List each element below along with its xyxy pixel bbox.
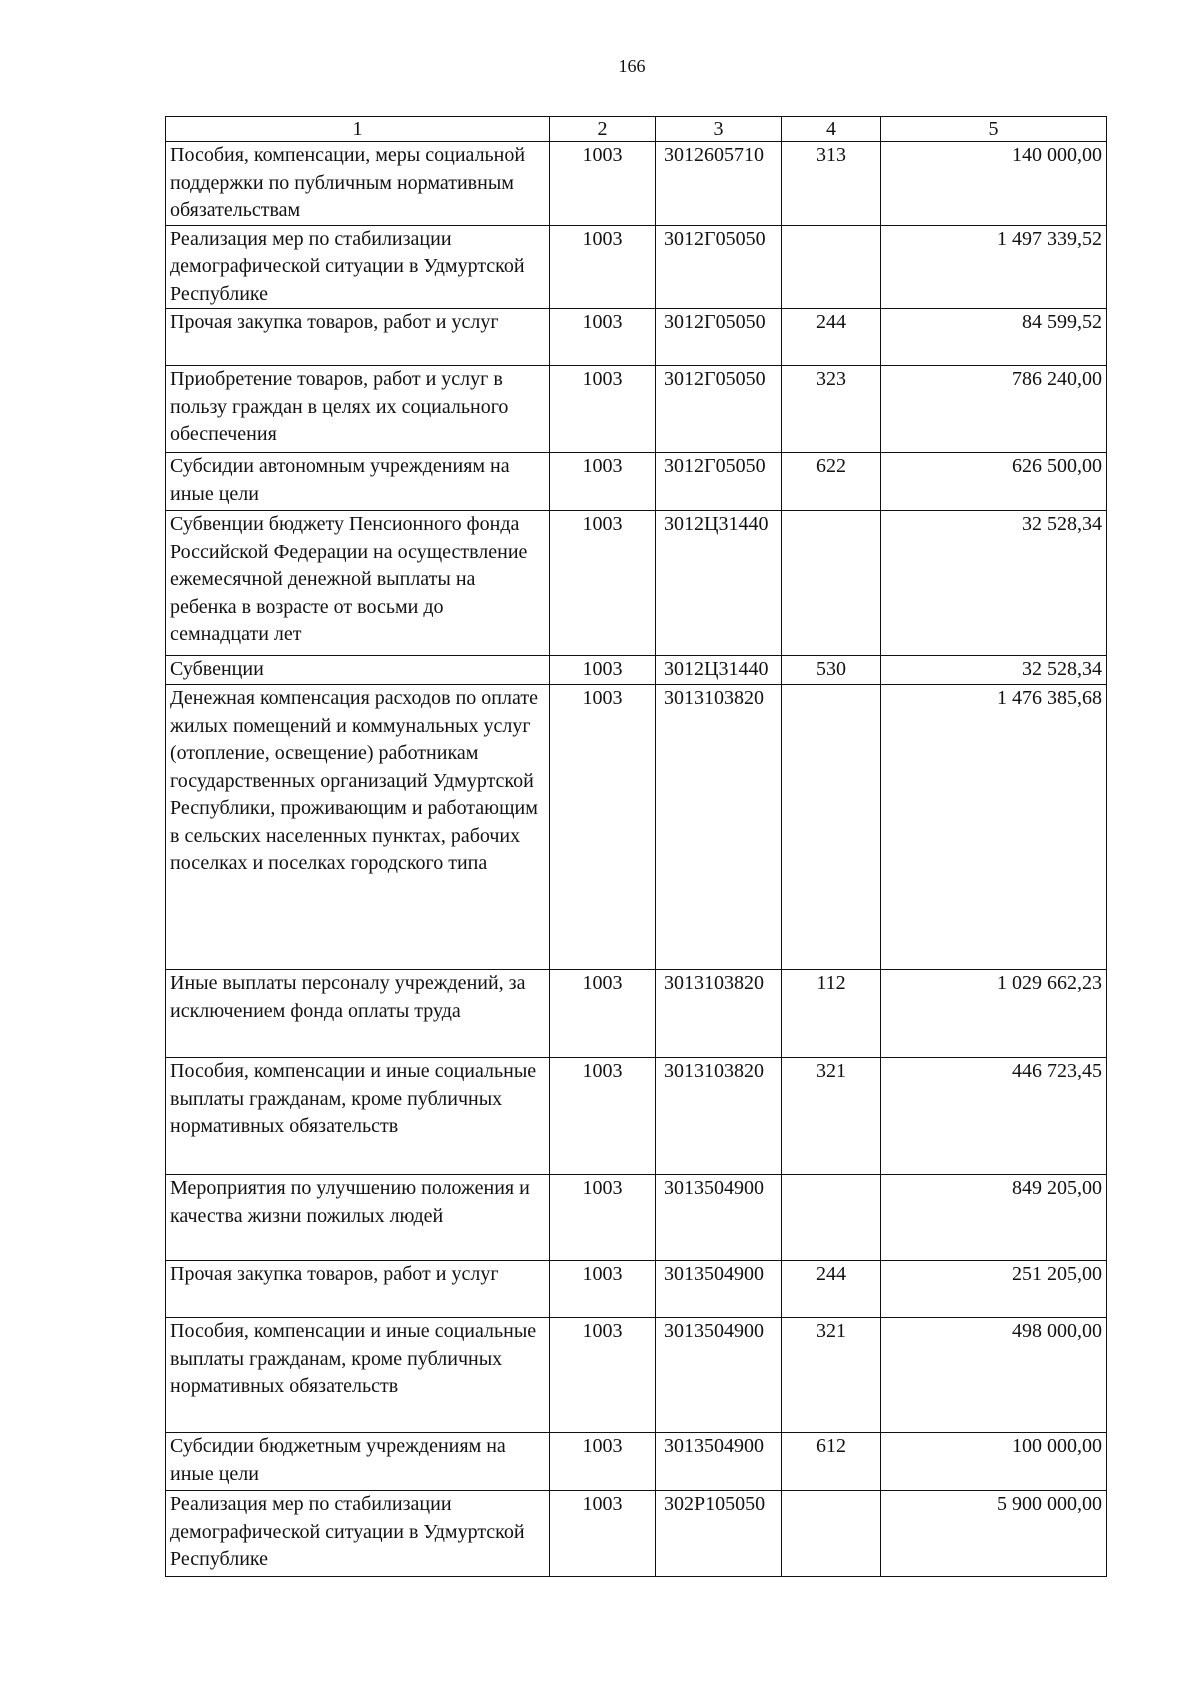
header-cell: 3	[656, 117, 782, 142]
row-name: Субсидии бюджетным учреждениям на иные цели	[166, 1433, 550, 1491]
row-code: 3012Г05050	[656, 309, 782, 366]
table-row	[166, 685, 1107, 970]
row-amount: 1 497 339,52	[881, 225, 1107, 309]
header-cell: 1	[166, 117, 550, 142]
table-row	[166, 366, 1107, 453]
row-section: 1003	[550, 142, 656, 226]
row-type: 612	[782, 1433, 881, 1491]
row-type: 622	[782, 453, 881, 511]
table-row	[166, 453, 1107, 511]
row-amount: 786 240,00	[881, 366, 1107, 453]
row-amount: 100 000,00	[881, 1433, 1107, 1491]
row-amount: 849 205,00	[881, 1175, 1107, 1261]
table-row	[166, 1261, 1107, 1318]
row-code: 3013103820	[656, 685, 782, 970]
row-name: Мероприятия по улучшению положения и качества жизни пожилых людей	[166, 1175, 550, 1261]
row-type	[782, 685, 881, 970]
row-type: 323	[782, 366, 881, 453]
row-type: 321	[782, 1058, 881, 1175]
row-section: 1003	[550, 1175, 656, 1261]
row-code: 3012Г05050	[656, 453, 782, 511]
row-code: 3012Г05050	[656, 366, 782, 453]
row-type	[782, 1491, 881, 1577]
row-code: 3013504900	[656, 1261, 782, 1318]
row-section: 1003	[550, 366, 656, 453]
header-cell: 2	[550, 117, 656, 142]
table-row	[166, 1175, 1107, 1261]
row-type: 313	[782, 142, 881, 226]
row-amount: 626 500,00	[881, 453, 1107, 511]
row-amount: 84 599,52	[881, 309, 1107, 366]
page-number: 166	[618, 56, 646, 76]
row-section: 1003	[550, 453, 656, 511]
row-amount: 1 476 385,68	[881, 685, 1107, 970]
row-name: Прочая закупка товаров, работ и услуг	[166, 309, 550, 366]
table-row	[166, 309, 1107, 366]
row-code: 3013504900	[656, 1318, 782, 1433]
row-section: 1003	[550, 1433, 656, 1491]
row-section: 1003	[550, 309, 656, 366]
row-amount: 5 900 000,00	[881, 1491, 1107, 1577]
row-section: 1003	[550, 1261, 656, 1318]
table-row	[166, 1058, 1107, 1175]
table-row	[166, 1318, 1107, 1433]
row-name: Субсидии автономным учреждениям на иные цели	[166, 453, 550, 511]
row-type: 321	[782, 1318, 881, 1433]
row-type	[782, 1175, 881, 1261]
row-type	[782, 511, 881, 656]
row-name: Денежная компенсация расходов по оплате жилых помещений и коммунальных услуг (отопление, освещение) работникам государственных организаций Удмуртской Республики, проживающим и работающим в сельских населенных пунктах, рабочих поселках и поселках городского типа	[166, 685, 550, 970]
row-code: 3012Г05050	[656, 225, 782, 309]
table-header-row	[166, 117, 1107, 142]
row-amount: 251 205,00	[881, 1261, 1107, 1318]
table-row	[166, 225, 1107, 309]
row-section: 1003	[550, 225, 656, 309]
row-name: Пособия, компенсации и иные социальные выплаты гражданам, кроме публичных нормативных обязательств	[166, 1318, 550, 1433]
row-type	[782, 225, 881, 309]
row-name: Пособия, компенсации, меры социальной поддержки по публичным нормативным обязательствам	[166, 142, 550, 226]
row-type: 244	[782, 309, 881, 366]
row-section: 1003	[550, 970, 656, 1058]
row-code: 3013504900	[656, 1175, 782, 1261]
table-row	[166, 511, 1107, 656]
row-code: 302Р105050	[656, 1491, 782, 1577]
row-type: 244	[782, 1261, 881, 1318]
row-code: 3012Ц31440	[656, 511, 782, 656]
row-type: 530	[782, 656, 881, 685]
table-row	[166, 1433, 1107, 1491]
row-name: Иные выплаты персоналу учреждений, за исключением фонда оплаты труда	[166, 970, 550, 1058]
row-name: Субвенции	[166, 656, 550, 685]
row-amount: 32 528,34	[881, 656, 1107, 685]
row-name: Пособия, компенсации и иные социальные выплаты гражданам, кроме публичных нормативных обязательств	[166, 1058, 550, 1175]
row-section: 1003	[550, 511, 656, 656]
row-amount: 498 000,00	[881, 1318, 1107, 1433]
row-code: 3012Ц31440	[656, 656, 782, 685]
row-amount: 140 000,00	[881, 142, 1107, 226]
row-name: Приобретение товаров, работ и услуг в пользу граждан в целях их социального обеспечения	[166, 366, 550, 453]
table-row	[166, 656, 1107, 685]
table-row	[166, 142, 1107, 226]
row-amount: 1 029 662,23	[881, 970, 1107, 1058]
row-name: Реализация мер по стабилизации демографической ситуации в Удмуртской Республике	[166, 1491, 550, 1577]
row-type: 112	[782, 970, 881, 1058]
row-amount: 446 723,45	[881, 1058, 1107, 1175]
row-section: 1003	[550, 1058, 656, 1175]
header-cell: 5	[881, 117, 1107, 142]
row-section: 1003	[550, 1318, 656, 1433]
row-amount: 32 528,34	[881, 511, 1107, 656]
row-code: 3013103820	[656, 1058, 782, 1175]
row-section: 1003	[550, 656, 656, 685]
row-name: Субвенции бюджету Пенсионного фонда Российской Федерации на осуществление ежемесячной денежной выплаты на ребенка в возрасте от восьми до семнадцати лет	[166, 511, 550, 656]
table-row	[166, 970, 1107, 1058]
row-code: 3013103820	[656, 970, 782, 1058]
row-name: Прочая закупка товаров, работ и услуг	[166, 1261, 550, 1318]
row-code: 3013504900	[656, 1433, 782, 1491]
table-row	[166, 1491, 1107, 1577]
row-section: 1003	[550, 685, 656, 970]
row-section: 1003	[550, 1491, 656, 1577]
row-code: 3012605710	[656, 142, 782, 226]
header-cell: 4	[782, 117, 881, 142]
budget-table	[165, 116, 1107, 1577]
row-name: Реализация мер по стабилизации демографической ситуации в Удмуртской Республике	[166, 225, 550, 309]
